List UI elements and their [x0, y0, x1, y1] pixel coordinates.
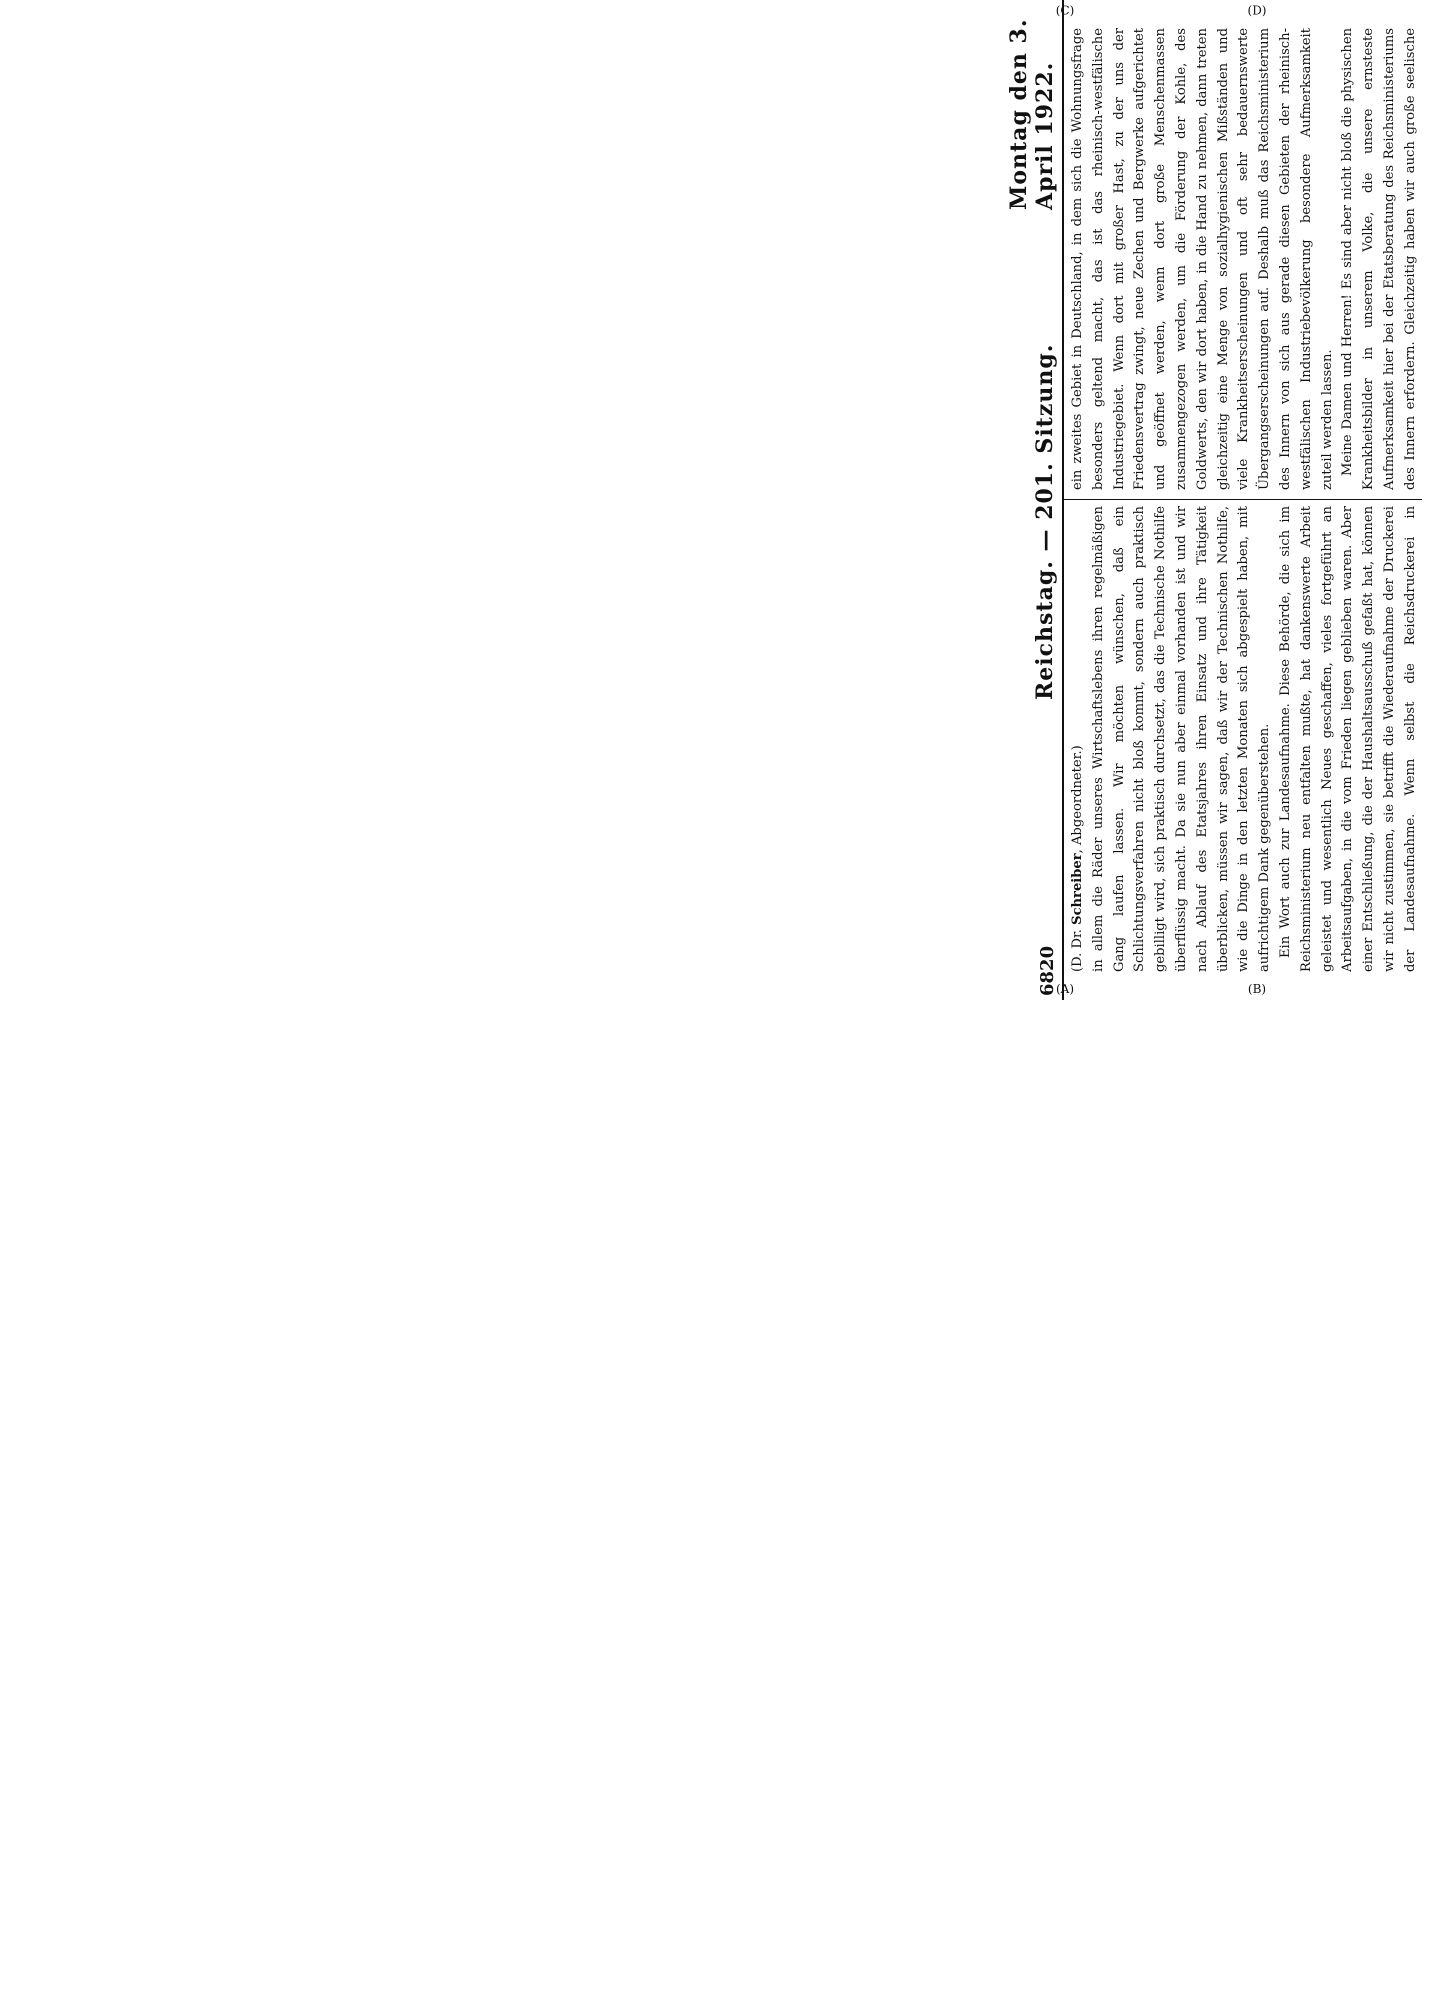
right-column [1068, 28, 1420, 490]
page-header [1006, 0, 1060, 1000]
margin-mark-b: (B) [1247, 981, 1267, 996]
left-column [1068, 506, 1420, 972]
date-title: Montag den 3. April 1922. [1006, 18, 1058, 210]
margin-mark-c: (C) [1055, 3, 1075, 18]
digitization-credit [1419, 996, 1427, 1990]
speaker-line [1068, 506, 1089, 972]
running-title: Reichstag. — 201. Sitzung. [1032, 343, 1058, 700]
margin-mark-a: (A) [1055, 981, 1075, 996]
paragraph: ein zweites Gebiet in Deutschland, in dem sich die Wohnungsfrage besonders geltend macht, das ist das rheinisch-westfälische Industriegebiet. Wenn dort mit großer Hast, zu der uns der Friedensvertrag zwingt, neue Zechen und Bergwerke aufgerichtet und geöffnet werden, wenn dort große Menschenmassen zusammengezogen werden, um die Förderung der Kohle, des Goldwerts, den wir dort haben, in die Hand zu nehmen, dann treten gleichzeitig eine Menge von sozialhygienischen Mißständen und viele Krankheitserscheinungen und oft sehr bedauernswerte Übergangserscheinungen auf. Deshalb muß das Reichsministerium des Innern von sich aus gerade diesen Gebieten der rheinisch-westfälischen Industriebevölkerung besondere Aufmerksamkeit zuteil werden lassen. [1070, 28, 1335, 490]
page-number: 6820 [1037, 945, 1058, 996]
header-rule [1062, 0, 1064, 1000]
column-divider [1062, 499, 1422, 500]
speaker-name: Schreiber [1070, 853, 1085, 925]
paragraph: Ein Wort auch zur Landesaufnahme. Diese Behörde, die sich im Reichsministerium neu entfalten mußte, hat dankenswerte Arbeit geleistet und wesentlich Neues geschaffen, vieles fortgeführt an Arbeitsaufgaben, in die vom Frieden liegen geblieben waren. Aber einer Entschließung, die der Haushaltsausschuß gefaßt hat, können wir nicht zustimmen, sie betrifft die Wiederaufnahme der Druckerei der Landesaufnahme. Wenn selbst die Reichsdruckerei in [1277, 506, 1418, 972]
speaker-suffix: , Abgeordneter.) [1070, 745, 1085, 854]
paragraph: in allem die Räder unseres Wirtschaftslebens ihren regelmäßigen Gang laufen lassen. Wir möchten wünschen, daß ein Schlichtungsverfahren nicht bloß kommt, sondern auch praktisch gebilligt wird, sich praktisch durchsetzt, das die Technische Nothilfe überflüssig macht. Da sie nun aber einmal vorhanden ist und wir nach Ablauf des Etatsjahres ihren Einsatz und ihre Tätigkeit überblicken, müssen wir sagen, daß wir der Technischen Nothilfe, wie die Dinge in den letzten Monaten sich abgespielt haben, mit aufrichtigem Dank gegenüberstehen. [1090, 506, 1273, 972]
paragraph: Meine Damen und Herren! Es sind aber nicht bloß die physischen Krankheitsbilder in unserem Volke, die unsere ernsteste Aufmerksamkeit hier bei der Etatsberatung des Reichsministeriums des Innern erfordern. Gleichzeitig haben wir auch große seelische [1340, 28, 1418, 490]
speaker-prefix: (D. Dr. [1070, 924, 1085, 972]
margin-mark-d: (D) [1247, 3, 1267, 18]
